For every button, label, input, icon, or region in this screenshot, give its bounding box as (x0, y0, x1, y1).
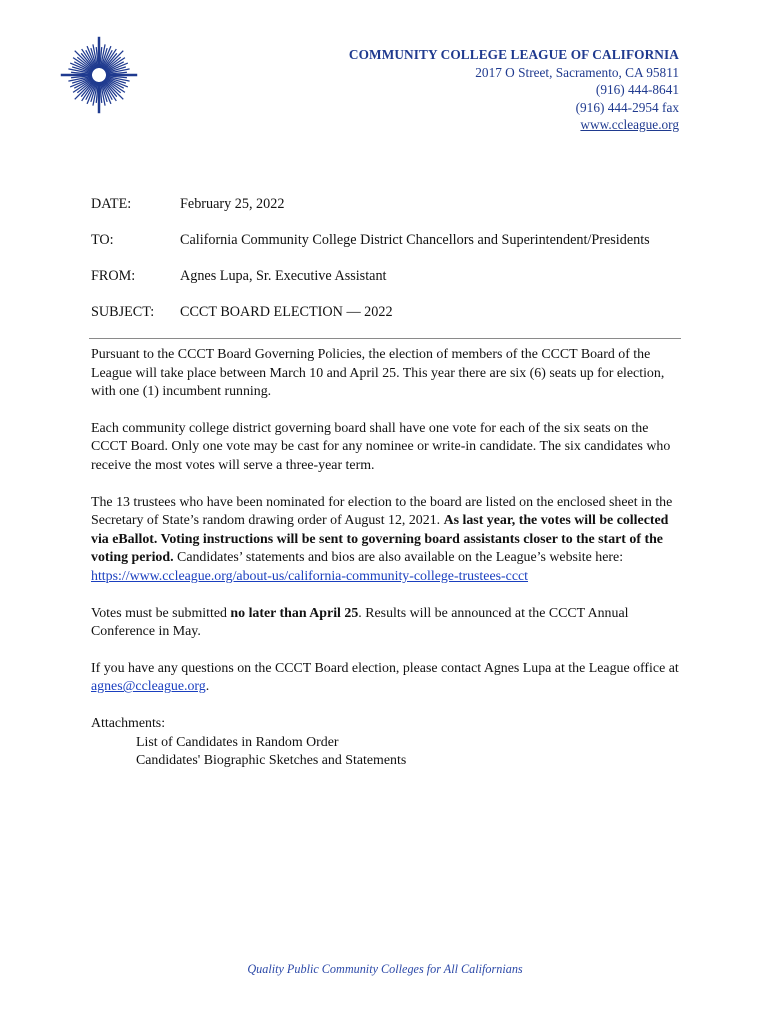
paragraph-2: Each community college district governing board shall have one vote for each of the six seats on the CCCT Board. Only one vote may be cast for any nominee or write-in candidate. The six candidates who receive the most votes will serve a three-year term. (91, 420, 671, 473)
to-label: TO: (91, 232, 114, 248)
league-sunburst-logo (60, 36, 138, 114)
paragraph-3-text-b: Candidates’ statements and bios are also available on the League’s website here: (173, 550, 624, 566)
org-address: 2017 O Street, Sacramento, CA 95811 (475, 64, 679, 80)
paragraph-5-text-b: . (205, 679, 210, 695)
attachment-item: Candidates' Biographic Sketches and Statements (136, 753, 407, 769)
org-phone: (916) 444-8641 (595, 82, 679, 98)
paragraph-4-text-a: Votes must be submitted (91, 605, 231, 621)
from-value: Agnes Lupa, Sr. Executive Assistant (180, 268, 387, 284)
org-name: COMMUNITY COLLEGE LEAGUE OF CALIFORNIA (348, 47, 679, 62)
attachment-item: List of Candidates in Random Order (136, 734, 339, 750)
paragraph-3-text-a: The 13 trustees who have been nominated for election to the board are listed on the enclosed sheet in the Secretary of State’s random drawing order of August 12, 2021. (91, 494, 673, 529)
letterhead (349, 46, 679, 134)
paragraph-4-text-b: . Results will be announced at the CCCT Annual Conference in May. (91, 605, 629, 640)
paragraph-5-text-a: If you have any questions on the CCCT Board election, please contact Agnes Lupa at the League office at (91, 660, 679, 676)
org-fax: (916) 444-2954 fax (575, 99, 679, 115)
subject-label: SUBJECT: (91, 304, 155, 320)
footer-tagline: Quality Public Community Colleges for All Californians (247, 962, 523, 976)
paragraph-4-bold: no later than April 25 (230, 605, 359, 621)
header-divider (89, 338, 681, 339)
attachments (91, 715, 681, 771)
paragraph-1: Pursuant to the CCCT Board Governing Policies, the election of members of the CCCT Board of the League will take place between March 10 and April 25. This year there are six (6) seats up for election, with one (1) incumbent running. (91, 347, 665, 400)
date-value: February 25, 2022 (180, 196, 285, 212)
paragraph-4 (91, 605, 681, 642)
paragraph-5 (91, 660, 681, 697)
subject-value: CCCT BOARD ELECTION — 2022 (180, 304, 393, 320)
to-value: California Community College District Chancellors and Superintendent/Presidents (180, 232, 650, 248)
paragraph-3 (91, 494, 681, 587)
from-label: FROM: (91, 268, 136, 284)
contact-email-link[interactable]: agnes@ccleague.org (91, 679, 206, 695)
date-label: DATE: (91, 196, 132, 212)
org-website-link[interactable]: www.ccleague.org (580, 117, 679, 133)
paragraph-3-bold: As last year, the votes will be collected via eBallot. Voting instructions will be sent to governing board assistants closer to the start of the voting period. (91, 513, 669, 566)
letter-body (91, 346, 681, 771)
trustees-page-link[interactable]: https://www.ccleague.org/about-us/california-community-college-trustees-ccct (91, 568, 529, 584)
attachments-heading: Attachments: (91, 715, 166, 731)
